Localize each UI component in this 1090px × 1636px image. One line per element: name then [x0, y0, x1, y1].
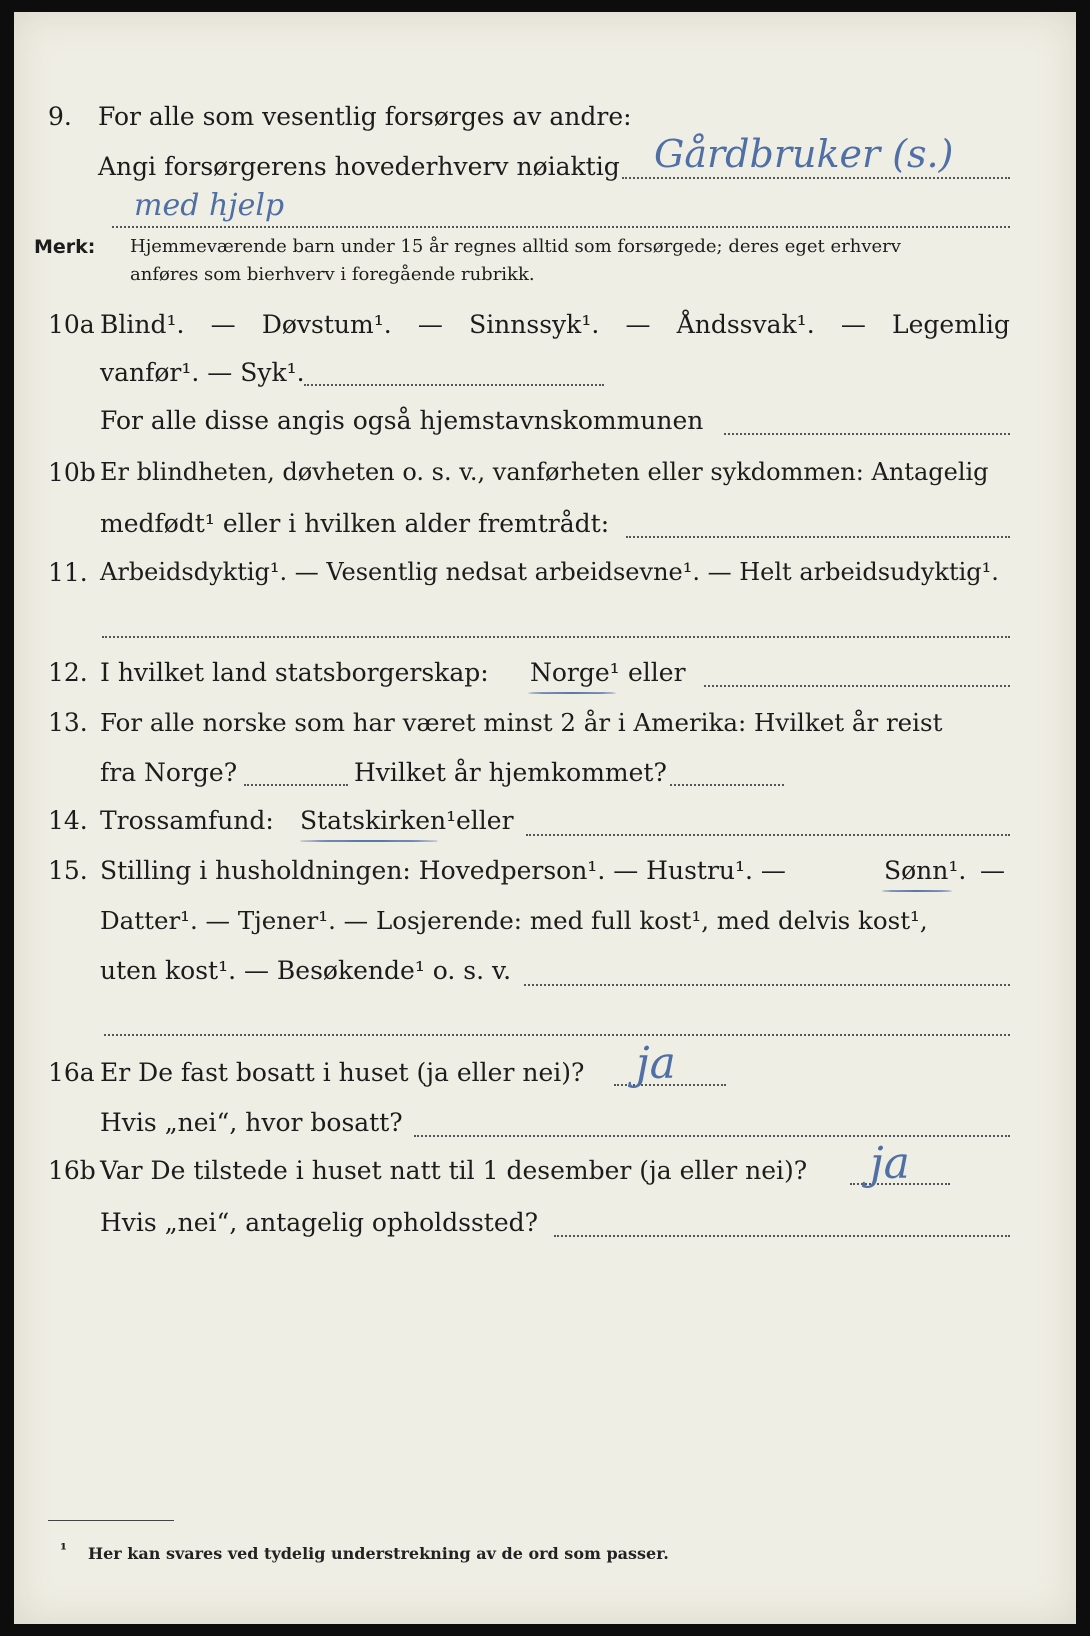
- question-text: uten kost¹. — Besøkende¹ o. s. v.: [100, 956, 512, 985]
- question-text: Hvilket år hjemkommet?: [354, 758, 667, 787]
- question-text: Hvis „nei“, antagelig opholdssted?: [100, 1208, 539, 1237]
- question-text: vanfør¹. — Syk¹.: [100, 358, 305, 387]
- question-number: 10b: [48, 458, 96, 487]
- underline-mark: [300, 840, 438, 842]
- note-label: Merk:: [34, 236, 96, 258]
- answer-line: [102, 636, 1010, 638]
- question-text: Var De tilstede i huset natt til 1 desember (ja eller nei)?: [100, 1156, 808, 1185]
- question-16a: [14, 1058, 1076, 1098]
- question-15-line3: [14, 956, 1076, 996]
- question-16b: [14, 1156, 1076, 1196]
- question-text: Trossamfund:: [100, 806, 274, 835]
- question-text: For alle disse angis også hjemstavnskommunen: [100, 406, 704, 435]
- option-legemlig: Legemlig: [892, 310, 1010, 339]
- answer-line: [554, 1235, 1010, 1237]
- question-text: Hvis „nei“, hvor bosatt?: [100, 1108, 403, 1137]
- dash: —: [417, 310, 443, 339]
- option-dovstum: Døvstum¹.: [261, 310, 392, 339]
- handwritten-answer: Gårdbruker (s.): [654, 132, 954, 176]
- question-text: Er blindheten, døvheten o. s. v., vanførheten eller sykdommen: Antagelig: [100, 458, 989, 486]
- question-number: 9.: [48, 102, 72, 131]
- answer-line: [104, 1034, 1010, 1036]
- question-11: [14, 558, 1076, 598]
- question-number: 11.: [48, 558, 88, 587]
- question-text: Er De fast bosatt i huset (ja eller nei)?: [100, 1058, 585, 1087]
- answer-line: [524, 984, 1010, 986]
- question-text: medfødt¹ eller i hvilken alder fremtrådt:: [100, 509, 610, 538]
- option-norge: Norge¹: [530, 658, 620, 687]
- question-text: For alle norske som har været minst 2 år i Amerika: Hvilket år reist: [100, 708, 943, 737]
- question-10b-line2: [14, 509, 1076, 549]
- question-16b-line2: [14, 1208, 1076, 1248]
- question-number: 12.: [48, 658, 88, 687]
- question-number: 14.: [48, 806, 88, 835]
- question-16a-line2: [14, 1108, 1076, 1148]
- question-text: For alle som vesentlig forsørges av andre:: [98, 102, 632, 131]
- note-text: Hjemmeværende barn under 15 år regnes alltid som forsørgede; deres eget erhverv: [130, 236, 901, 257]
- handwritten-answer: med hjelp: [134, 188, 285, 223]
- answer-line: [304, 384, 604, 386]
- question-text: I hvilket land statsborgerskap:: [100, 658, 489, 687]
- question-10b: [14, 458, 1076, 498]
- question-text: eller: [628, 658, 686, 687]
- dash: —: [210, 310, 236, 339]
- question-text: eller: [456, 806, 514, 835]
- census-form-page: [14, 12, 1076, 1624]
- footnote-rule: [48, 1520, 174, 1521]
- option-statskirken: Statskirken¹: [300, 806, 457, 835]
- footnote-text: Her kan svares ved tydelig understrekning av de ord som passer.: [88, 1544, 669, 1563]
- answer-line: [724, 433, 1010, 435]
- footnote-mark: ¹: [60, 1540, 68, 1559]
- question-number: 13.: [48, 708, 88, 737]
- option-sinnssyk: Sinnssyk¹.: [469, 310, 600, 339]
- answer-line: [670, 784, 784, 786]
- answer-line: [244, 784, 348, 786]
- question-10a: [14, 310, 1076, 350]
- dash: —: [625, 310, 651, 339]
- handwritten-answer: ja: [636, 1038, 676, 1089]
- question-text: Angi forsørgerens hovederhverv nøiaktig: [98, 152, 620, 181]
- question-text: Arbeidsdyktig¹. — Vesentlig nedsat arbeidsevne¹. — Helt arbeidsudyktig¹.: [100, 558, 999, 586]
- note-text: anføres som bierhverv i foregående rubrikk.: [130, 264, 535, 285]
- answer-line: [622, 177, 1010, 179]
- question-15-line2: [14, 906, 1076, 946]
- question-text: Stilling i husholdningen: Hovedperson¹. — Hustru¹. —: [100, 856, 786, 885]
- answer-line: [414, 1135, 1010, 1137]
- answer-line: [112, 226, 1010, 228]
- note-line2: [14, 264, 1076, 304]
- question-number: 16b: [48, 1156, 96, 1185]
- answer-line: [526, 834, 1010, 836]
- option-andssvak: Åndssvak¹.: [676, 310, 815, 339]
- underline-mark: [528, 692, 616, 694]
- question-text: fra Norge?: [100, 758, 238, 787]
- question-13-line2: [14, 758, 1076, 798]
- question-10a-line3: [14, 406, 1076, 446]
- dash: —: [980, 856, 1005, 885]
- question-13: [14, 708, 1076, 748]
- question-10a-line2: [14, 358, 1076, 398]
- answer-line: [626, 536, 1010, 538]
- question-number: 15.: [48, 856, 88, 885]
- option-blind: Blind¹.: [100, 310, 185, 339]
- question-number: 10a: [48, 310, 95, 339]
- handwritten-answer: ja: [870, 1138, 910, 1189]
- option-sonn: Sønn¹.: [884, 856, 967, 885]
- options-line: [100, 310, 1010, 339]
- dash: —: [840, 310, 866, 339]
- question-number: 16a: [48, 1058, 95, 1087]
- underline-mark: [882, 890, 952, 892]
- answer-line: [704, 685, 1010, 687]
- question-14: [14, 806, 1076, 846]
- question-text: Datter¹. — Tjener¹. — Losjerende: med full kost¹, med delvis kost¹,: [100, 906, 928, 935]
